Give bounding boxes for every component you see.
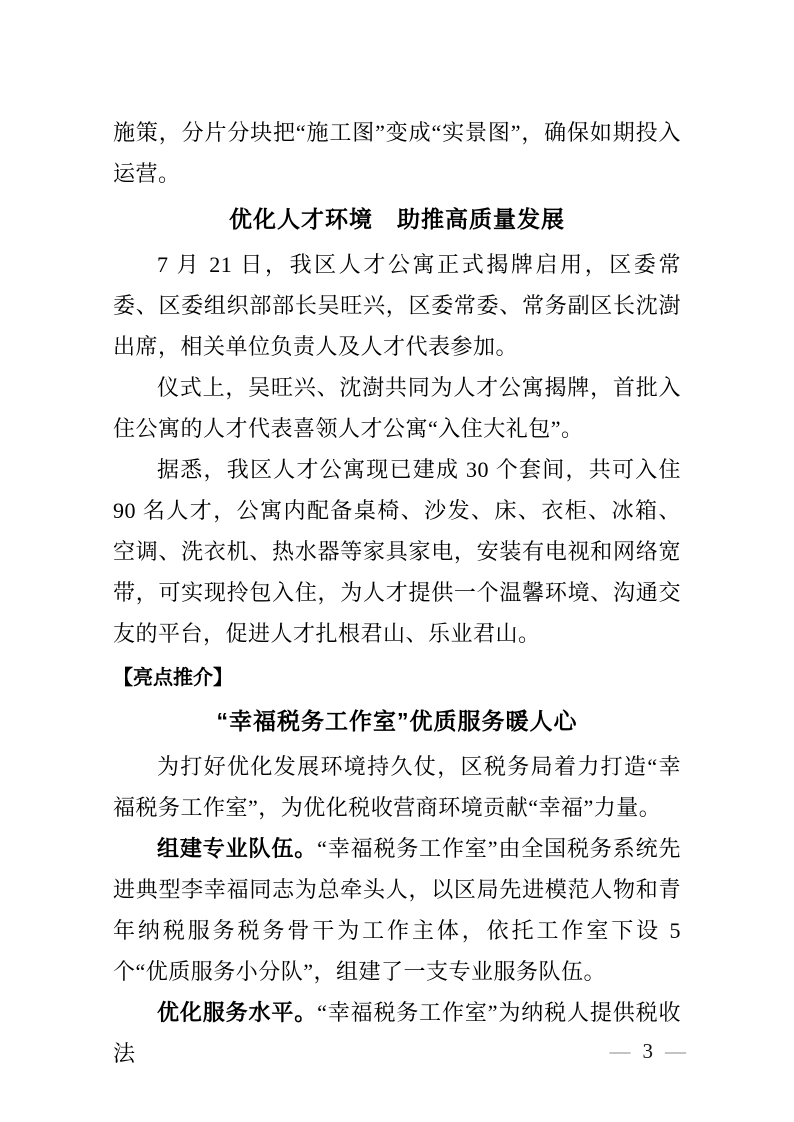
footer-dash-left: — (609, 1039, 631, 1063)
section2-heading: “幸福税务工作室”优质服务暖人心 (216, 708, 578, 734)
paragraph-lead: 组建专业队伍。 (157, 836, 318, 861)
page-footer (610, 1040, 687, 1062)
paragraph-section1-2: 仪式上，吴旺兴、沈澍共同为人才公寓揭牌，首批入住公寓的人才代表喜领人才公寓“入住大礼包”。 (113, 375, 681, 441)
paragraph-lead: 优化服务水平。 (157, 1000, 318, 1025)
page-number: 3 (642, 1039, 653, 1063)
footer-dash-right: — (665, 1039, 686, 1063)
paragraph-section2-3 (113, 992, 681, 1074)
section1-heading: 优化人才环境 助推高质量发展 (229, 206, 565, 232)
paragraph-text: 为打好优化发展环境持久仗，区税务局着力打造“幸福税务工作室”，为优化税收营商环境贡献“幸福”力量。 (113, 754, 681, 820)
paragraph-text: “幸福税务工作室”由全国税务系统先进典型李幸福同志为总牵头人，以区局先进模范人物和青年纳税服务税务骨干为工作主体，依托工作室下设 5 个“优质服务小分队”，组建了一支专业服务队伍。 (113, 836, 681, 984)
paragraph-section2-1 (113, 746, 681, 828)
paragraph-text: “幸福税务工作室”为纳税人提供税收法 (113, 1000, 681, 1066)
paragraph-section1-3: 据悉，我区人才公寓现已建成 30 个套间，共可入住 90 名人才，公寓内配备桌椅、沙发、床、衣柜、冰箱、空调、洗衣机、热水器等家具家电，安装有电视和网络宽带，可实现拎包入住，为人才提供一个温馨环境、沟通交友的平台，促进人才扎根君山、乐业君山。 (113, 457, 681, 646)
highlight-section-label: 【亮点推介】 (113, 667, 233, 689)
paragraph-section1-1: 7 月 21 日，我区人才公寓正式揭牌启用，区委常委、区委组织部部长吴旺兴，区委常委、常务副区长沈澍出席，相关单位负责人及人才代表参加。 (113, 252, 681, 359)
paragraph-continuation: 施策，分片分块把“施工图”变成“实景图”，确保如期投入运营。 (113, 120, 681, 186)
document-content (113, 112, 681, 1074)
paragraph-section2-2 (113, 828, 681, 992)
